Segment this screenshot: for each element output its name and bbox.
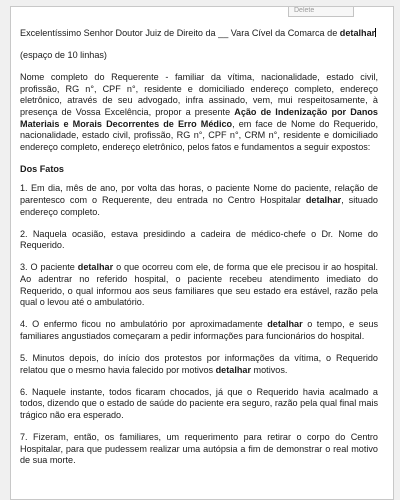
fact-5-text-a: 5. Minutos depois, do início dos protestos por informações da vítima, o Requerido relatou que o mesmo havia falecido por motivos xyxy=(20,352,378,375)
delete-button[interactable]: Delete xyxy=(288,7,354,17)
intro-text-2: , em face de Nome do Requerido, nacionalidade, estado civil, profissão, RG n°, CPF n°, CRM n°, residente e domiciliado endereço completo, endereço eletrônico, pelos fatos e fundamentos a seguir expostos: xyxy=(20,118,378,152)
fact-paragraph-2: 2. Naquela ocasião, estava presidindo a cadeira de médico-chefe o Dr. Nome do Requerido. xyxy=(20,228,378,251)
document-page[interactable] xyxy=(10,6,394,500)
spacing-note: (espaço de 10 linhas) xyxy=(20,50,107,61)
fact-5-placeholder: detalhar xyxy=(215,364,252,375)
intro-paragraph xyxy=(20,72,378,153)
fact-5-text-b: motivos. xyxy=(251,364,288,375)
fact-1-placeholder: detalhar xyxy=(305,195,342,206)
text-cursor xyxy=(375,28,376,37)
intro-text-1: Nome completo do Requerente - familiar da vítima, nacionalidade, estado civil, profissão, RG n°, CPF n°, residente e domiciliado endereço completo, endereço eletrônico, através de seu advogado, infra assinado, vem, mui respeitosamente, à presença de Vossa Excelência, propor a presente xyxy=(20,72,378,117)
fact-paragraph-5 xyxy=(20,353,378,376)
fact-4-text-b: o tempo, e seus familiares angustiados começaram a pedir informações para funcionários do hospital. xyxy=(20,319,378,341)
fact-paragraph-7: 7. Fizeram, então, os familiares, um requerimento para retirar o corpo do Centro Hospitalar, para que pudessem realizar uma autópsia a fim de demonstrar o real motivo de sua morte. xyxy=(20,431,378,466)
fact-paragraph-3 xyxy=(20,262,378,308)
addressee-paragraph xyxy=(20,28,378,40)
fact-1-text-a: 1. Em dia, mês de ano, por volta das horas, o paciente Nome do paciente, relação de parentesco com o Requerente, deu entrada no Centro Hospitalar xyxy=(20,183,378,206)
fact-4-text-a: 4. O enfermo ficou no ambulatório por aproximadamente xyxy=(20,319,268,330)
addressee-text: Excelentíssimo Senhor Doutor Juiz de Direito da __ Vara Cível da Comarca de xyxy=(20,28,340,38)
fact-4-placeholder: detalhar xyxy=(267,319,303,330)
addressee-placeholder: detalhar xyxy=(339,28,376,38)
section-heading: Dos Fatos xyxy=(20,163,64,174)
fact-3-text-a: 3. O paciente xyxy=(20,262,78,273)
fact-paragraph-4 xyxy=(20,319,378,342)
fact-paragraph-1 xyxy=(20,183,378,218)
document-body xyxy=(20,28,378,467)
action-title: Ação de Indenização por Danos Materiais e Morais Decorrentes de Erro Médico xyxy=(20,106,378,129)
fact-3-placeholder: detalhar xyxy=(77,262,114,273)
fact-paragraph-6: 6. Naquele instante, todos ficaram chocados, já que o Requerido havia acalmado a todos, dizendo que o estado de saúde do paciente era seguro, razão pela qual final mais trágico não era esperado. xyxy=(20,386,378,420)
fact-1-text-b: , situado endereço completo. xyxy=(20,195,378,217)
fact-3-text-b: o que ocorreu com ele, de forma que ele precisou ir ao hospital. Ao adentrar no referido hospital, o paciente recebeu atendimento imediato do Requerido, o qual informou aos seus familiares que seu estado era estável, razão pela qual o levou até o ambulatório. xyxy=(20,262,378,308)
